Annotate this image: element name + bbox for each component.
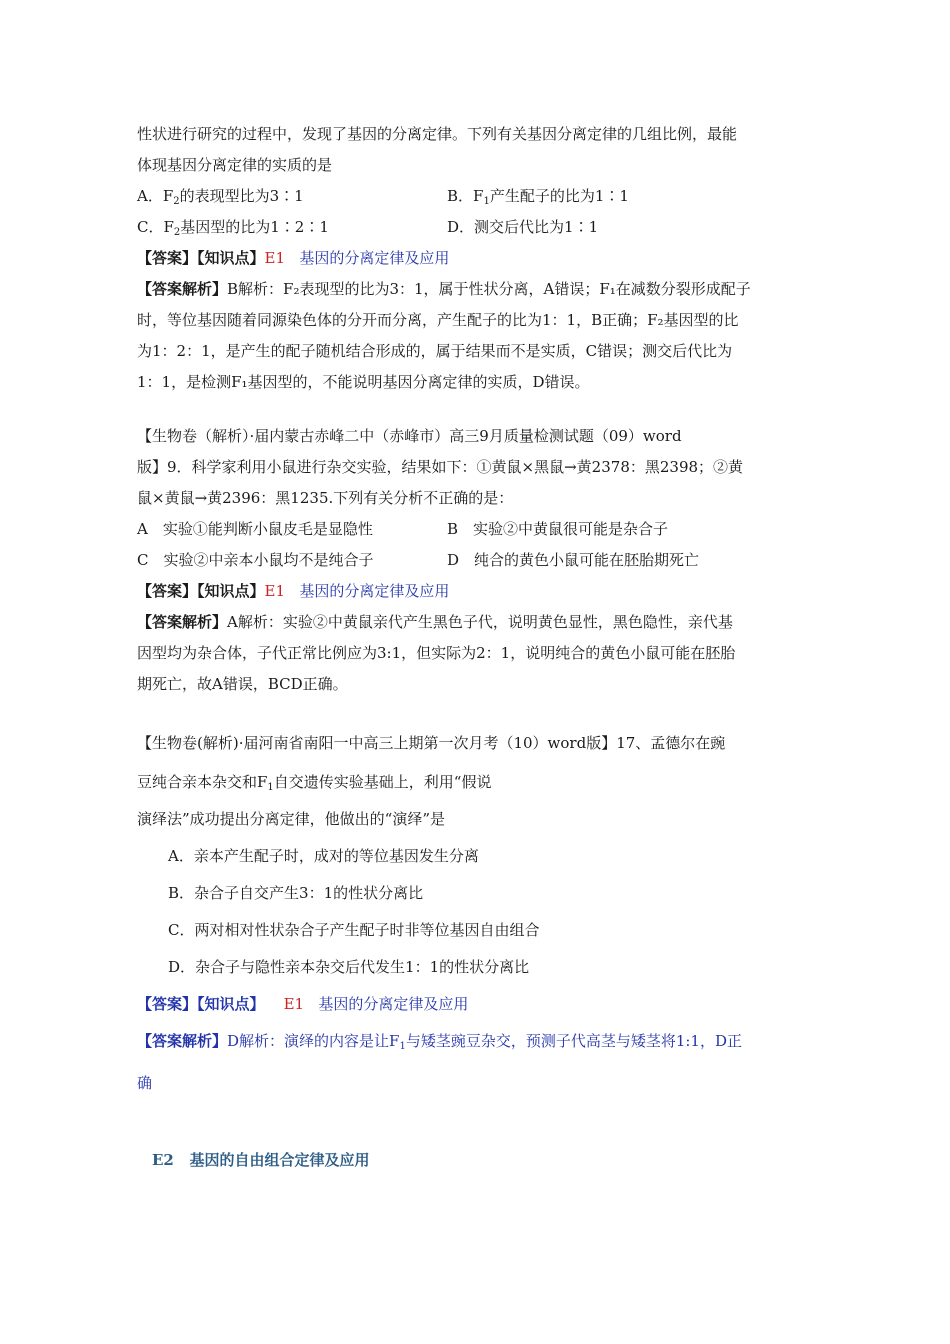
q3-analysis-label: 【答案解析】 — [137, 1032, 228, 1050]
q3-answer-row — [137, 994, 468, 1014]
q1-analysis-label: 【答案解析】 — [137, 280, 228, 298]
q1-option-b: B．$F_1$产生配子的比为1∶1 — [447, 187, 629, 207]
q1-kp-code: E1 — [264, 249, 286, 267]
q1-option-c: C．$F_2$基因型的比为1∶2∶1 — [137, 218, 329, 238]
q1-analysis-line-4: 1：1，是检测F₁基因型的，不能说明基因分离定律的实质，D错误。 — [137, 373, 590, 391]
q2-analysis-line-3: 期死亡，故A错误，BCD正确。 — [137, 675, 348, 693]
q2-kp-text: 基因的分离定律及应用 — [299, 582, 450, 600]
q3-analysis-line-2: 确 — [137, 1074, 153, 1092]
q2-stem-line-1: 【生物卷（解析）·届内蒙古赤峰二中（赤峰市）高三9月质量检测试题（09）word — [137, 427, 682, 445]
q3-option-b: B．杂合子自交产生3：1的性状分离比 — [168, 884, 424, 902]
section-code: E2 — [152, 1151, 174, 1169]
q1-answer-row — [137, 248, 449, 268]
q2-analysis-line-1: 【答案解析】A解析：实验②中黄鼠亲代产生黑色子代，说明黄色显性，黑色隐性，亲代基 — [137, 613, 733, 631]
q1-stem-line-1: 性状进行研究的过程中，发现了基因的分离定律。下列有关基因分离定律的几组比例，最能 — [137, 125, 738, 143]
q1-kp-text: 基因的分离定律及应用 — [299, 249, 450, 267]
q3-option-a: A．亲本产生配子时，成对的等位基因发生分离 — [168, 847, 479, 865]
q1-analysis-line-3: 为1：2：1，是产生的配子随机结合形成的，属于结果而不是实质，C错误；测交后代比为 — [137, 342, 733, 360]
q3-option-c: C．两对相对性状杂合子产生配子时非等位基因自由组合 — [168, 921, 540, 939]
q3-stem-line-2: 豆纯合亲本杂交和$F_1$自交遗传实验基础上，利用“假说 — [137, 773, 492, 793]
q3-stem-line-1: 【生物卷(解析)·届河南省南阳一中高三上期第一次月考（10）word版】17、孟德尔在豌 — [137, 734, 726, 752]
q1-analysis-line-1: 【答案解析】B解析：F₂表现型的比为3：1，属于性状分离，A错误；F₁在减数分裂形成配子 — [137, 280, 751, 298]
q2-kp-code: E1 — [264, 582, 286, 600]
q3-option-d: D．杂合子与隐性亲本杂交后代发生1：1的性状分离比 — [168, 958, 530, 976]
q2-analysis-label: 【答案解析】 — [137, 613, 228, 631]
q3-answer-label: 【答案】【知识点】 — [137, 995, 265, 1013]
q1-analysis-line-2: 时，等位基因随着同源染色体的分开而分离，产生配子的比为1：1，B正确；F₂基因型的比 — [137, 311, 739, 329]
q2-answer-row — [137, 581, 449, 601]
q2-option-c: C 实验②中亲本小鼠均不是纯合子 — [137, 551, 374, 569]
q1-stem-line-2: 体现基因分离定律的实质的是 — [137, 156, 333, 174]
q3-stem-line-3: 演绎法”成功提出分离定律，他做出的“演绎”是 — [137, 810, 446, 828]
q2-option-d: D 纯合的黄色小鼠可能在胚胎期死亡 — [447, 551, 700, 569]
q3-kp-text: 基因的分离定律及应用 — [318, 995, 469, 1013]
q3-analysis-line-1: 【答案解析】D解析：演绎的内容是让$F_1$与矮茎豌豆杂交，预测子代高茎与矮茎将1:1，D正 — [137, 1032, 742, 1052]
q1-answer-label: 【答案】【知识点】 — [137, 249, 265, 267]
section-heading — [152, 1150, 370, 1170]
q2-option-b: B 实验②中黄鼠很可能是杂合子 — [447, 520, 669, 538]
q2-answer-label: 【答案】【知识点】 — [137, 582, 265, 600]
section-title: 基因的自由组合定律及应用 — [189, 1151, 370, 1169]
q3-kp-code: E1 — [283, 995, 305, 1013]
q1-option-a: A．$F_2$的表现型比为3∶1 — [137, 187, 304, 207]
q1-option-d: D．测交后代比为1∶1 — [447, 218, 599, 236]
q2-stem-line-2: 版】9．科学家利用小鼠进行杂交实验，结果如下：①黄鼠×黑鼠→黄2378：黑2398；②黄 — [137, 458, 744, 476]
q2-analysis-line-2: 因型均为杂合体，子代正常比例应为3:1，但实际为2：1，说明纯合的黄色小鼠可能在胚胎 — [137, 644, 736, 662]
q2-option-a: A 实验①能判断小鼠皮毛是显隐性 — [137, 520, 373, 538]
q2-stem-line-3: 鼠×黄鼠→黄2396：黑1235.下列有关分析不正确的是： — [137, 489, 514, 507]
